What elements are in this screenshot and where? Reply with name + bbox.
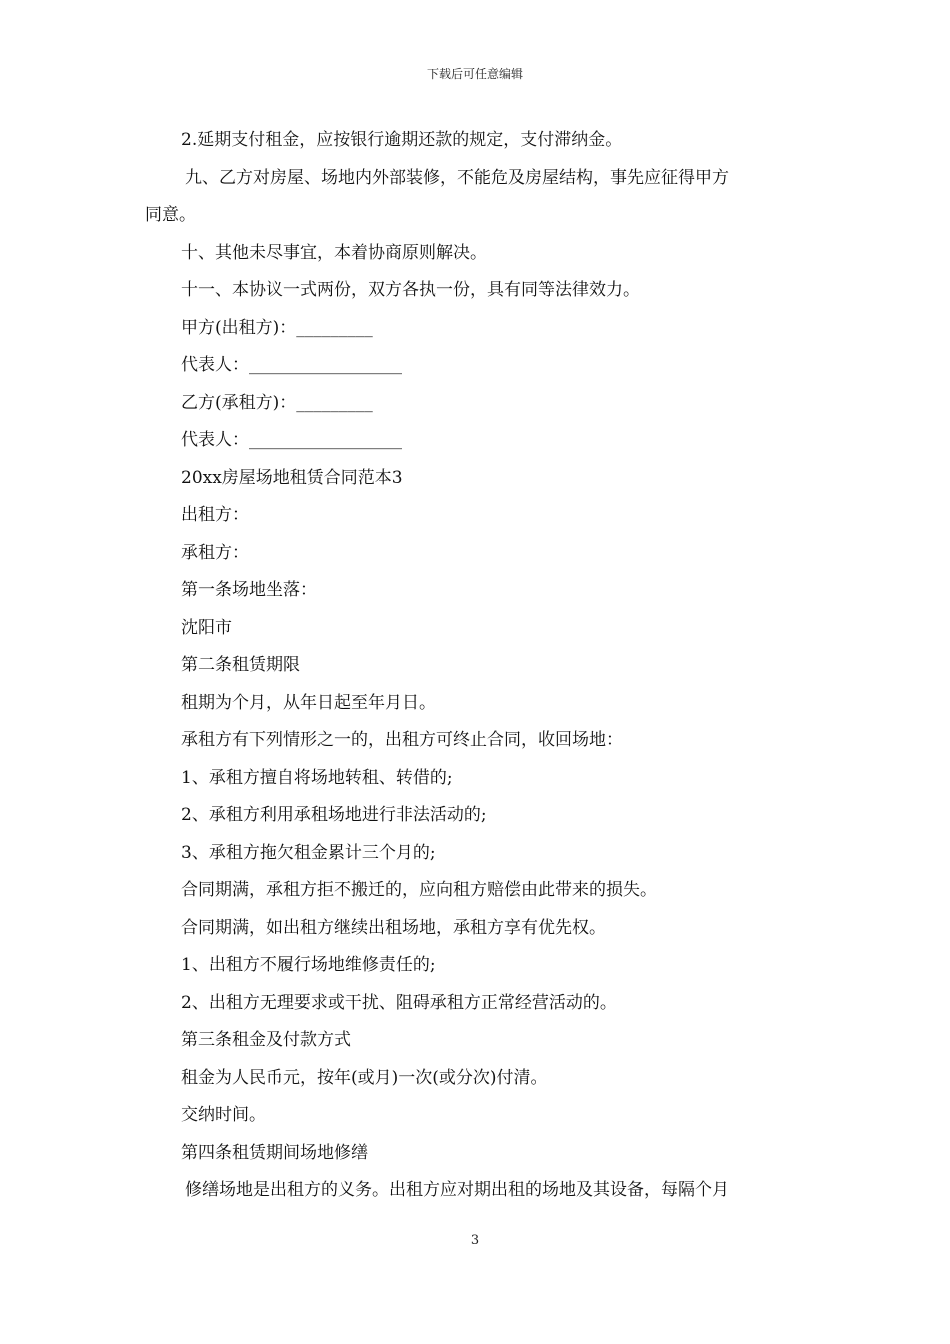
paragraph-line: 20xx房屋场地租赁合同范本3 [181,467,403,488]
paragraph-line: 2、承租方利用承租场地进行非法活动的; [181,805,487,825]
paragraph-line: 乙方(承租方)：_________ [181,392,373,413]
paragraph-line: 修缮场地是出租方的义务。出租方应对期出租的场地及其设备，每隔个月 [185,1180,729,1200]
paragraph-line: 2.延期支付租金，应按银行逾期还款的规定，支付滞纳金。 [181,130,623,150]
paragraph-line: 合同期满，承租方拒不搬迁的，应向租方赔偿由此带来的损失。 [181,880,657,900]
paragraph-line: 出租方： [181,505,249,525]
paragraph-line: 租期为个月，从年日起至年月日。 [181,692,436,713]
paragraph-line: 十、其他未尽事宜，本着协商原则解决。 [181,242,487,263]
paragraph-line: 沈阳市 [181,617,232,638]
paragraph-line: 1、出租方不履行场地维修责任的; [181,955,436,975]
paragraph-line: 十一、本协议一式两份，双方各执一份，具有同等法律效力。 [181,280,640,300]
paragraph-line: 九、乙方对房屋、场地内外部装修，不能危及房屋结构，事先应征得甲方 [185,167,729,188]
paragraph-line: 承租方： [181,542,249,563]
paragraph-line: 第一条场地坐落： [181,580,317,600]
paragraph-line: 1、承租方擅自将场地转租、转借的; [181,767,453,788]
paragraph-line: 承租方有下列情形之一的，出租方可终止合同，收回场地： [181,730,623,750]
paragraph-line: 交纳时间。 [181,1105,266,1125]
paragraph-line: 合同期满，如出租方继续出租场地，承租方享有优先权。 [181,917,606,938]
paragraph-line: 第三条租金及付款方式 [181,1030,351,1050]
paragraph-line: 3、承租方拖欠租金累计三个月的; [181,842,436,863]
document-body [145,122,825,1210]
page-header: 下载后可任意编辑 [426,67,523,81]
paragraph-line: 代表人：__________________ [181,430,402,450]
paragraph-line: 租金为人民币元，按年(或月)一次(或分次)付清。 [181,1067,548,1088]
page-number: 3 [470,1233,480,1248]
paragraph-line: 甲方(出租方)：_________ [181,317,373,338]
paragraph-line: 第二条租赁期限 [181,655,300,675]
paragraph-line: 2、出租方无理要求或干扰、阻碍承租方正常经营活动的。 [181,992,617,1013]
paragraph-line: 第四条租赁期间场地修缮 [181,1142,368,1163]
paragraph-line: 代表人：__________________ [181,355,402,375]
paragraph-line: 同意。 [145,205,196,225]
